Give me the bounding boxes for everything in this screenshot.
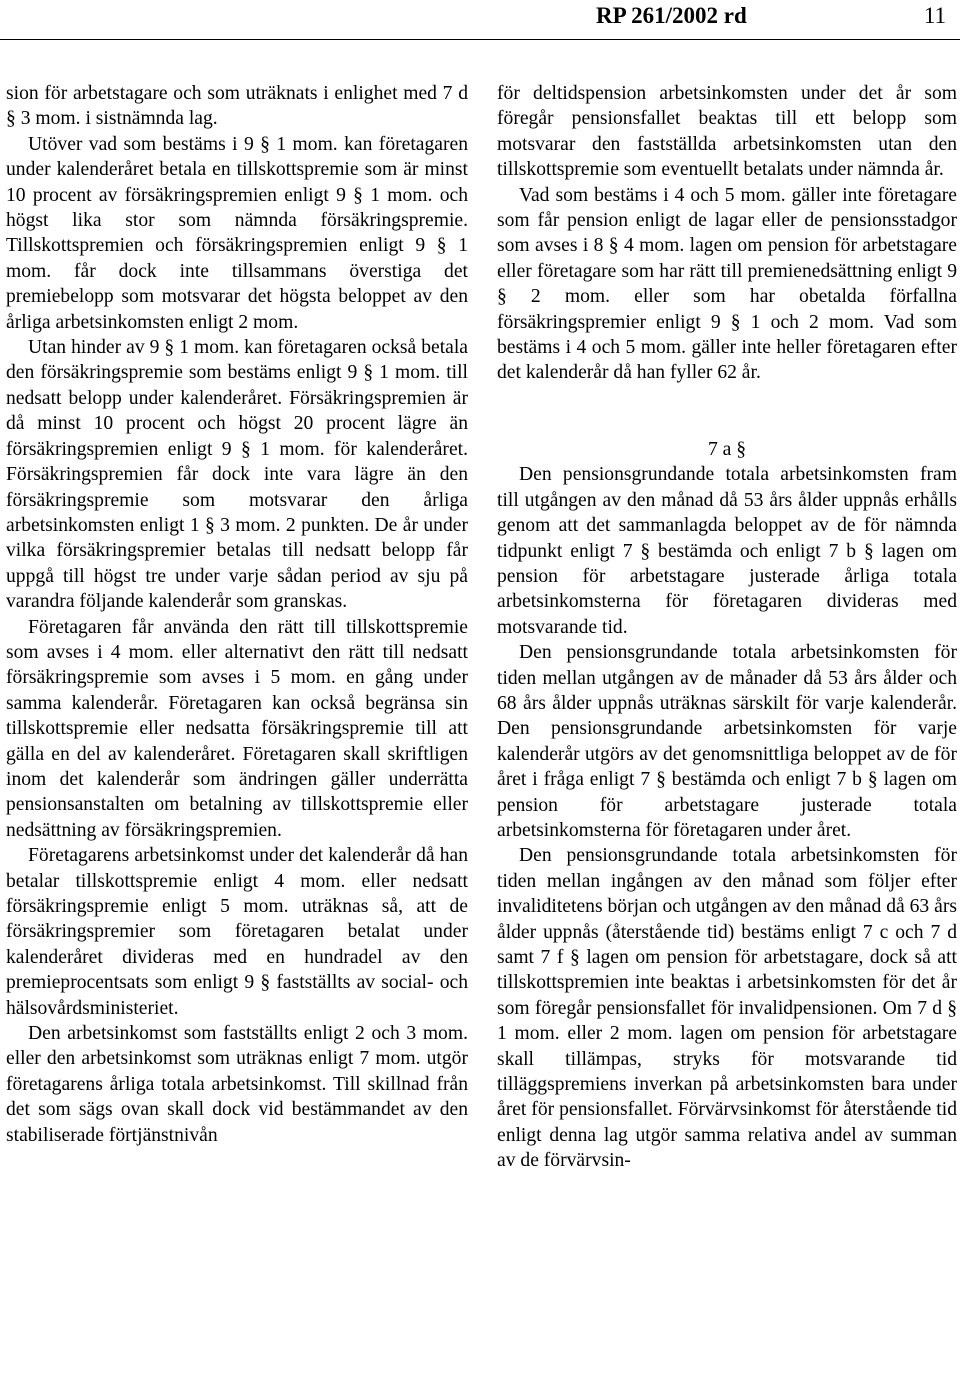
section-spacer bbox=[497, 386, 957, 437]
header-rule bbox=[0, 39, 960, 40]
section-heading: 7 a § bbox=[707, 438, 747, 460]
paragraph: Den pensionsgrundande totala arbetsinkomsten för tiden mellan utgången av de månader då 53 års ålder och 68 års ålder uppnås uträknas särskilt för varje kalenderår. Den pensionsgrundande arbetsinkomsten för varje kalenderår utgörs av det genomsnittliga beloppet av de för året i fråga enligt 7 § bestämda och enligt 7 b § lagen om pension för arbetstagare justerade totala arbetsinkomsterna för företagaren under året. bbox=[497, 642, 957, 841]
running-header bbox=[0, 0, 960, 40]
paragraph: Företagaren får använda den rätt till tillskottspremie som avses i 4 mom. eller alternativt den rätt till nedsatt försäkringspremie som avses i 5 mom. en gång under samma kalenderår. Företagaren kan också begränsa sin tillskottspremie eller nedsatta försäkringspremie till att gälla en del av kalenderåret. Företagaren skall skriftligen inom det kalenderår som ändringen gäller underrätta pensionsanstalten om betalning av tillskottspremie eller nedsättning av försäkringspremien. bbox=[6, 616, 468, 841]
paragraph: Den arbetsinkomst som fastställts enligt 2 och 3 mom. eller den arbetsinkomst som uträknas enligt 7 mom. utgör företagarens årliga totala arbetsinkomst. Till skillnad från det som sägs ovan skall dock vid bestämmandet av den stabiliserade förtjänstnivån bbox=[6, 1023, 468, 1146]
left-column bbox=[6, 81, 468, 1148]
paragraph: Den pensionsgrundande totala arbetsinkomsten för tiden mellan ingången av den månad som följer efter invaliditetens början och utgången av den månad då 63 års ålder uppnås (återstående tid) bestäms enligt 7 c och 7 d samt 7 f § lagen om pension för arbetstagare, dock så att tillskottspremien inte beaktas i arbetsinkomsten för det år som föregår pensionsfallet för invalidpensionen. Om 7 d § 1 mom. eller 2 mom. lagen om pension för arbetstagare skall tillämpas, stryks för motsvarande tid tilläggspremiens inverkan på arbetsinkomsten bara under året för pensionsfallet. Förvärvsinkomst för återstående tid enligt denna lag utgör samma relativa andel av summan av de förvärvsin- bbox=[497, 845, 957, 1172]
paragraph: för deltidspension arbetsinkomsten under det år som föregår pensionsfallet beaktas till ett belopp som motsvarar den fastställda arbetsinkomsten utan den tillskottspremie som eventuellt betalats under nämnda år. bbox=[497, 83, 957, 181]
right-column bbox=[497, 81, 957, 1174]
page-number: 11 bbox=[923, 3, 946, 28]
document-reference: RP 261/2002 rd bbox=[596, 3, 747, 28]
paragraph: Den pensionsgrundande totala arbetsinkomsten fram till utgången av den månad då 53 års ålder uppnås erhålls genom att det sammanlagda beloppet av de för nämnda tidpunkt enligt 7 § bestämda och enligt 7 b § lagen om pension för arbetstagare justerade årliga totala arbetsinkomsterna för företagaren divideras med motsvarande tid. bbox=[497, 464, 957, 638]
paragraph: Företagarens arbetsinkomst under det kalenderår då han betalar tillskottspremie enligt 4 mom. eller nedsatt försäkringspremie enligt 5 mom. uträknas så, att de försäkringspremier som företagaren betalat under kalenderåret divideras med en hundradel av den premieprocentsats som enligt 9 § fastställts av social- och hälsovårdsministeriet. bbox=[6, 845, 468, 1019]
paragraph: Vad som bestäms i 4 och 5 mom. gäller inte företagare som får pension enligt de lagar eller de pensionsstadgor som avses i 8 § 4 mom. lagen om pension för arbetstagare eller företagare som har rätt till premienedsättning enligt 9 § 2 mom. eller som har obetalda förfallna försäkringspremier enligt 9 § 1 och 2 mom. Vad som bestäms i 4 och 5 mom. gäller inte heller företagaren efter det kalenderår då han fyller 62 år. bbox=[497, 184, 957, 384]
paragraph: Utan hinder av 9 § 1 mom. kan företagaren också betala den försäkringspremie som bestäms enligt 9 § 1 mom. till nedsatt belopp under kalenderåret. Försäkringspremien är då minst 10 procent och högst 20 procent lägre än försäkringspremien enligt 9 § 1 mom. för kalenderåret. Försäkringspremien får dock inte vara lägre än den försäkringspremie som motsvarar den årliga arbetsinkomsten enligt 1 § 3 mom. 2 punkten. De år under vilka försäkringspremier betalas till nedsatt belopp får uppgå till högst tre under varje sådan period av sju på varandra följande kalenderår som granskas. bbox=[6, 337, 468, 613]
paragraph: Utöver vad som bestäms i 9 § 1 mom. kan företagaren under kalenderåret betala en tillskottspremie som är minst 10 procent av försäkringspremien enligt 9 § 1 mom. och högst lika stor som nämnda försäkringspremie. Tillskottspremien och försäkringspremien enligt 9 § 1 mom. får dock inte tillsammans överstiga det premiebelopp som motsvarar det högsta beloppet av den årliga arbetsinkomsten enligt 2 mom. bbox=[6, 133, 468, 333]
paragraph: sion för arbetstagare och som uträknats i enlighet med 7 d § 3 mom. i sistnämnda lag. bbox=[6, 83, 468, 130]
